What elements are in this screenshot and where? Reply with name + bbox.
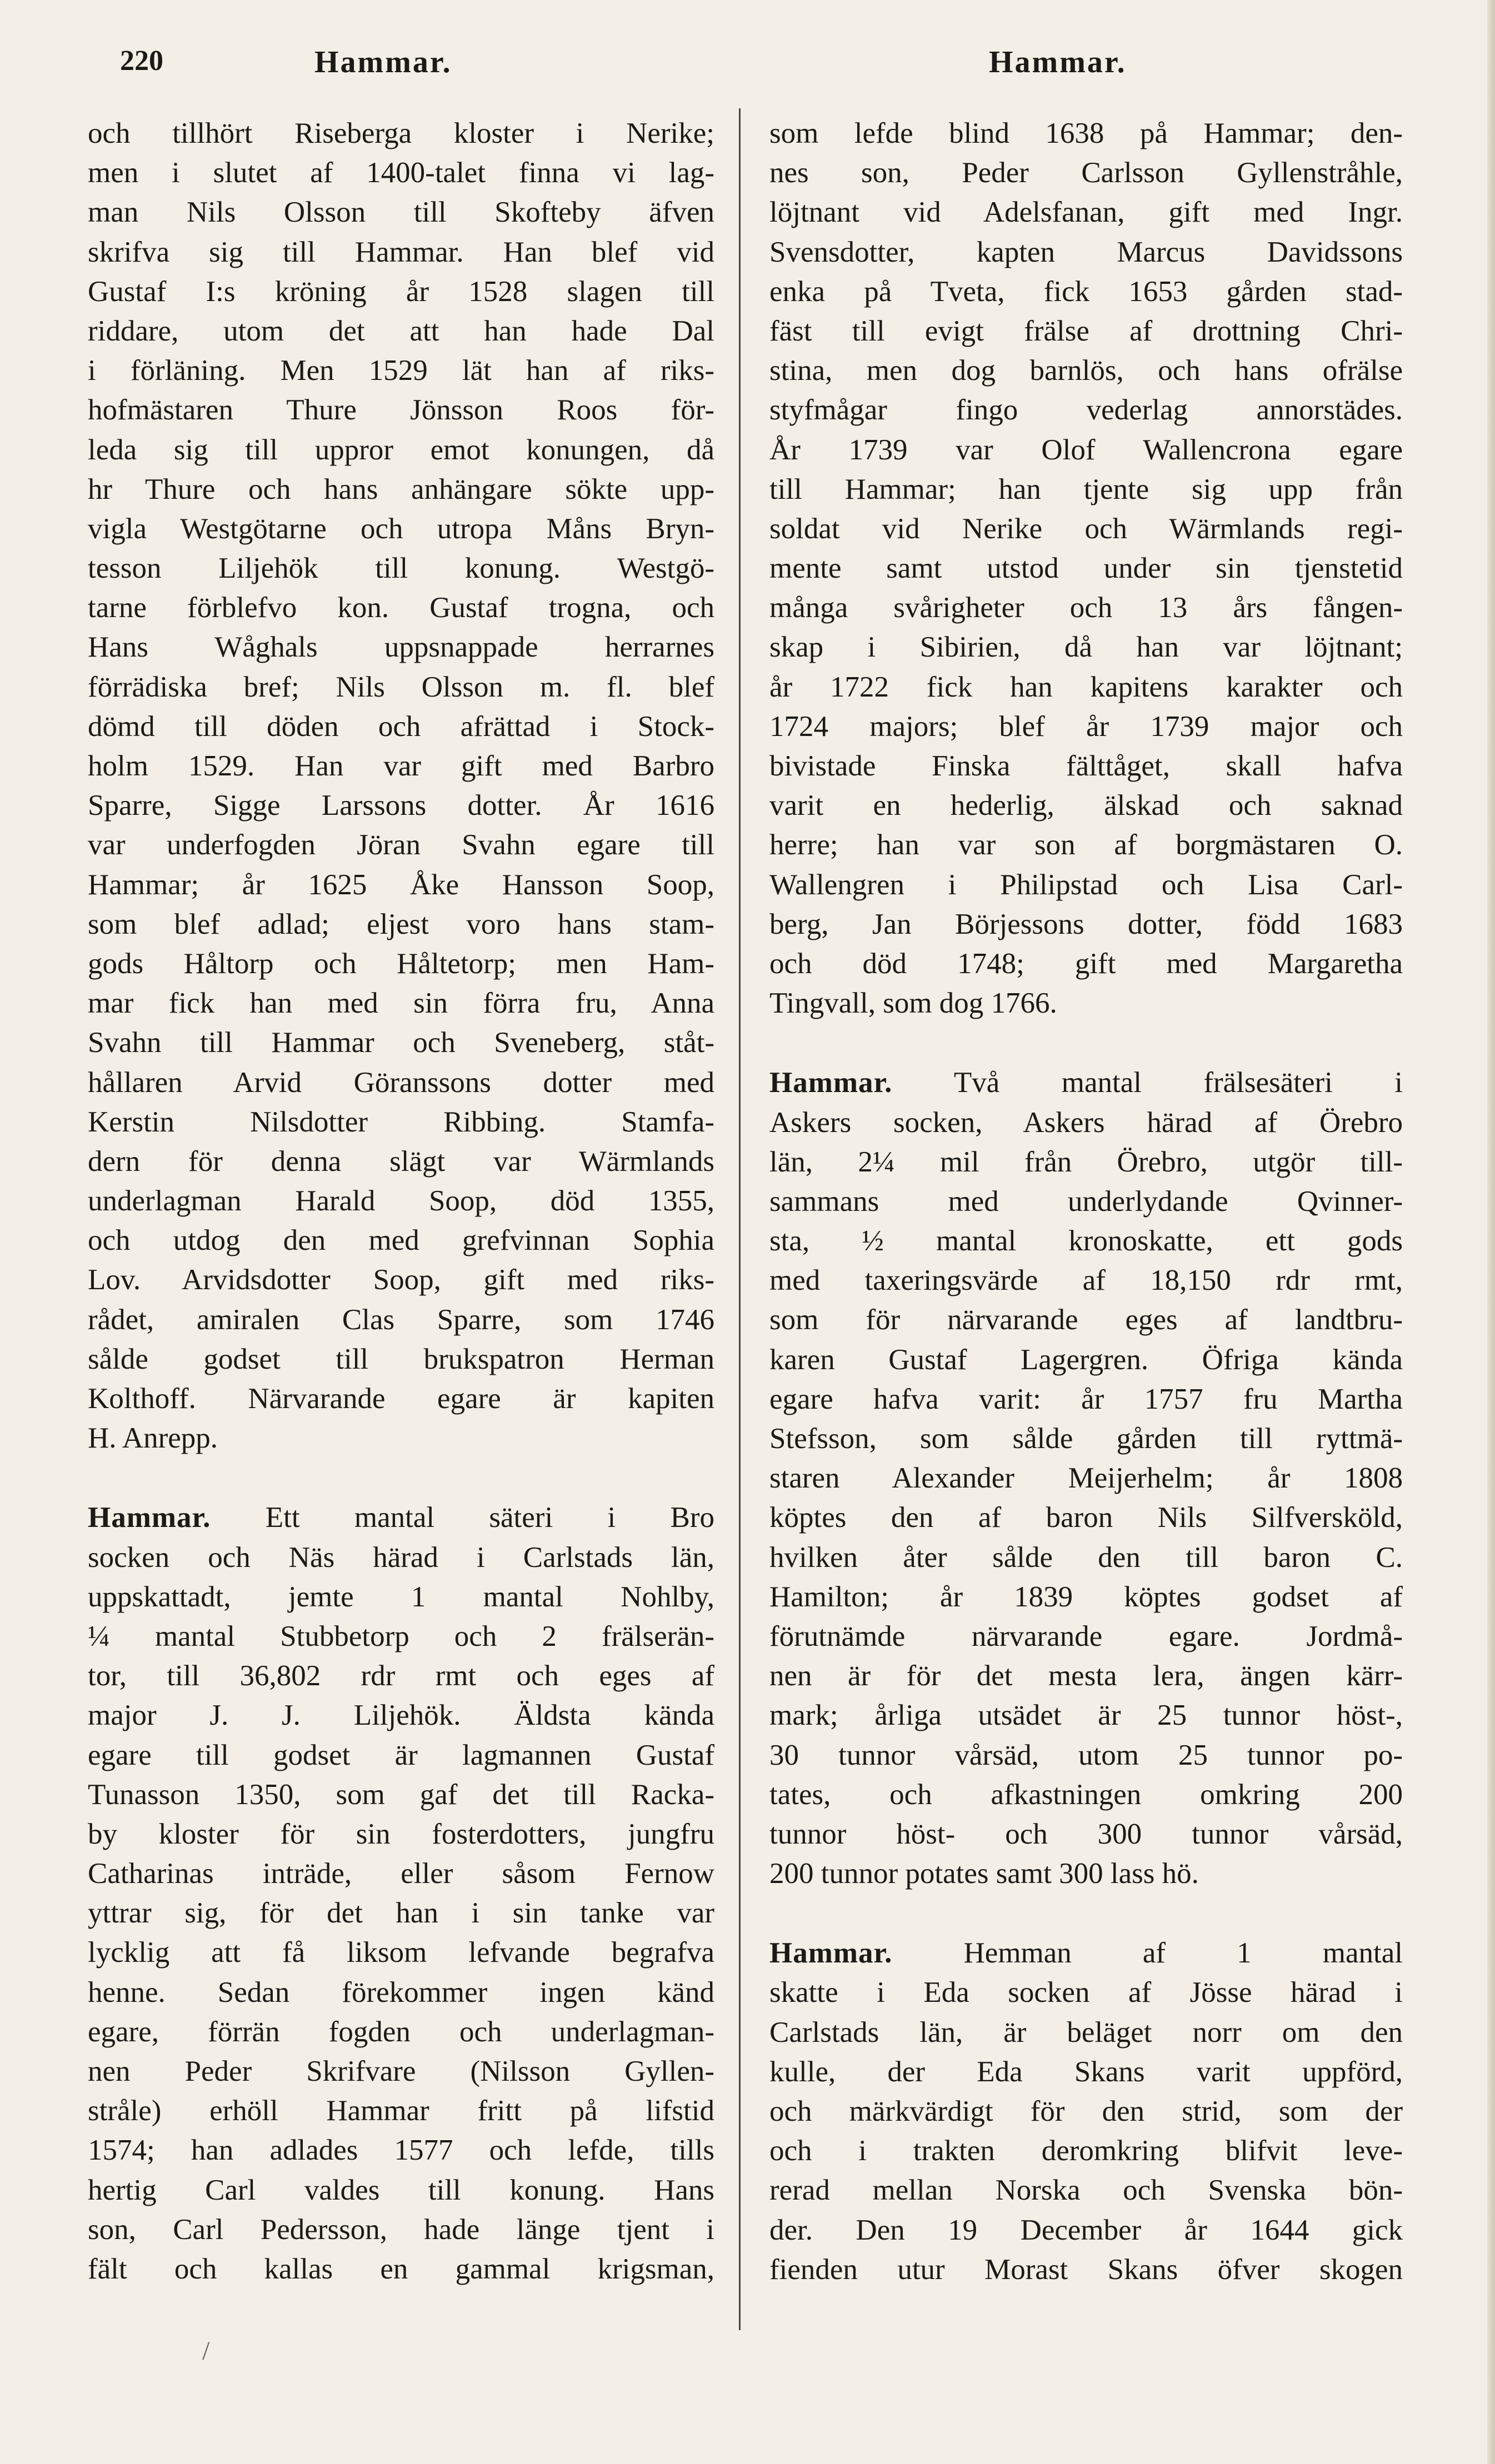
paragraph-gap <box>769 1023 1403 1063</box>
text-line <box>769 1617 1403 1656</box>
column-divider <box>739 108 741 2330</box>
line-text: by kloster för sin fosterdotters, jungfru <box>88 1817 714 1850</box>
text-line <box>88 1736 714 1775</box>
text-line <box>88 1023 714 1063</box>
line-text: tarne förblefvo kon. Gustaf trogna, och <box>88 592 714 624</box>
line-text: hertig Carl valdes till konung. Hans <box>88 2173 714 2206</box>
text-line <box>88 1933 714 1972</box>
text-line <box>88 351 714 390</box>
line-text: herre; han var son af borgmästaren O. <box>769 829 1403 862</box>
line-text: Tingvall, som dog 1766. <box>769 987 1057 1020</box>
text-line <box>769 825 1403 865</box>
line-text: år 1722 fick han kapitens karakter och <box>769 670 1403 703</box>
line-text: stina, men dog barnlös, och hans ofrälse <box>769 354 1403 387</box>
line-text: vigla Westgötarne och utropa Måns Bryn- <box>88 512 714 545</box>
paragraph-gap <box>88 1458 714 1498</box>
text-line <box>769 470 1403 509</box>
line-text: sålde godset till brukspatron Herman <box>88 1343 714 1375</box>
text-line <box>769 351 1403 390</box>
text-line <box>88 1103 714 1142</box>
text-line <box>769 430 1403 470</box>
line-text: Stefsson, som sålde gården till ryttmä- <box>769 1423 1403 1455</box>
text-line <box>769 1380 1403 1419</box>
text-line <box>769 1934 1403 1973</box>
line-text: Lov. Arvidsdotter Soop, gift med riks- <box>88 1264 714 1296</box>
text-line <box>88 1854 714 1894</box>
text-line <box>769 1261 1403 1300</box>
line-text: mente samt utstod under sin tjenstetid <box>769 552 1403 585</box>
line-text: Hemman af 1 mantal <box>892 1937 1403 1970</box>
text-line <box>769 272 1403 312</box>
text-line <box>88 2091 714 2131</box>
text-line <box>88 1538 714 1577</box>
page-header <box>0 39 1495 100</box>
text-line <box>769 628 1403 667</box>
text-line <box>769 1775 1403 1815</box>
text-line <box>88 865 714 905</box>
line-text: egare till godset är lagmannen Gustaf <box>88 1739 714 1771</box>
line-text: staren Alexander Meijerhelm; år 1808 <box>769 1462 1403 1495</box>
text-line <box>769 2250 1403 2290</box>
text-line <box>88 1419 714 1458</box>
line-text: leda sig till uppror emot konungen, då <box>88 433 714 466</box>
line-text: Svensdotter, kapten Marcus Davidssons <box>769 236 1403 268</box>
text-line <box>88 707 714 747</box>
line-text: Kerstin Nilsdotter Ribbing. Stamfa- <box>88 1105 714 1138</box>
line-text: rådet, amiralen Clas Sparre, som 1746 <box>88 1303 714 1336</box>
text-line <box>88 1340 714 1379</box>
text-line <box>88 470 714 509</box>
line-text: mar fick han med sin förra fru, Anna <box>88 987 714 1020</box>
line-text: dömd till döden och afrättad i Stock- <box>88 710 714 743</box>
text-line <box>88 1379 714 1419</box>
entry-headword: Hammar. <box>88 1501 211 1534</box>
line-text: hofmästaren Thure Jönsson Roos för- <box>88 394 714 427</box>
line-text: skap i Sibirien, då han var löjtnant; <box>769 631 1403 664</box>
text-line <box>769 1973 1403 2012</box>
line-text: 30 tunnor vårsäd, utom 25 tunnor po- <box>769 1739 1403 1771</box>
text-line <box>769 984 1403 1023</box>
text-line <box>88 628 714 667</box>
text-line <box>88 825 714 865</box>
line-text: skatte i Eda socken af Jösse härad i <box>769 1976 1403 2009</box>
text-line <box>769 865 1403 905</box>
line-text: 200 tunnor potates samt 300 lass hö. <box>769 1857 1199 1890</box>
text-line <box>769 1063 1403 1103</box>
line-text: fält och kallas en gammal krigsman, <box>88 2252 714 2285</box>
text-line <box>88 984 714 1023</box>
line-text: dern för denna slägt var Wärmlands <box>88 1145 714 1178</box>
text-line <box>769 1854 1403 1894</box>
text-line <box>88 153 714 193</box>
line-text: löjtnant vid Adelsfanan, gift med Ingr. <box>769 196 1403 229</box>
line-text: Svahn till Hammar och Sveneberg, ståt- <box>88 1026 714 1059</box>
text-line <box>88 786 714 825</box>
line-text: rerad mellan Norska och Svenska bön- <box>769 2174 1403 2207</box>
text-line <box>769 1340 1403 1380</box>
text-line <box>769 1300 1403 1340</box>
line-text: underlagman Harald Soop, död 1355, <box>88 1185 714 1218</box>
line-text: lycklig att få liksom lefvande begrafva <box>88 1936 714 1969</box>
line-text: bivistade Finska fälttåget, skall hafva <box>769 750 1403 782</box>
text-line <box>88 1815 714 1854</box>
text-line <box>769 1538 1403 1577</box>
text-line <box>88 1775 714 1815</box>
page-spine-shadow <box>1487 0 1495 2464</box>
line-text: förrädiska bref; Nils Olsson m. fl. blef <box>88 670 714 703</box>
paragraph-gap <box>769 1894 1403 1934</box>
text-line <box>88 114 714 153</box>
line-text: kulle, der Eda Skans varit uppförd, <box>769 2055 1403 2088</box>
line-text: och märkvärdigt för den strid, som der <box>769 2095 1403 2127</box>
line-text: och utdog den med grefvinnan Sophia <box>88 1224 714 1257</box>
line-text: yttrar sig, för det han i sin tanke var <box>88 1897 714 1930</box>
line-text: sta, ½ mantal kronoskatte, ett gods <box>769 1225 1403 1258</box>
text-line <box>769 114 1403 153</box>
line-text: län, 2¼ mil från Örebro, utgör till- <box>769 1145 1403 1178</box>
line-text: Tunasson 1350, som gaf det till Racka- <box>88 1778 714 1811</box>
text-line <box>769 588 1403 628</box>
text-line <box>769 1577 1403 1617</box>
line-text: År 1739 var Olof Wallencrona egare <box>769 433 1403 466</box>
line-text: Kolthoff. Närvarande egare är kapiten <box>88 1383 714 1415</box>
text-line <box>88 2250 714 2289</box>
text-line <box>88 193 714 232</box>
text-line <box>769 2131 1403 2171</box>
text-line <box>769 1143 1403 1182</box>
line-text: och död 1748; gift med Margaretha <box>769 947 1403 980</box>
text-line <box>88 1973 714 2012</box>
text-line <box>769 509 1403 549</box>
text-line <box>88 2210 714 2250</box>
line-text: hvilken åter sålde den till baron C. <box>769 1541 1403 1574</box>
text-line <box>88 1498 714 1538</box>
text-line <box>769 1459 1403 1498</box>
page-number: 220 <box>120 45 163 77</box>
line-text: Två mantal frälsesäteri i <box>892 1066 1403 1099</box>
text-line <box>769 193 1403 232</box>
text-line <box>88 668 714 707</box>
text-line <box>88 312 714 351</box>
text-line <box>88 2131 714 2170</box>
line-text: och i trakten deromkring blifvit leve- <box>769 2135 1403 2167</box>
line-text: i förläning. Men 1529 lät han af riks- <box>88 354 714 387</box>
text-line <box>88 1260 714 1300</box>
line-text: hr Thure och hans anhängare sökte upp- <box>88 473 714 505</box>
text-line <box>88 1577 714 1617</box>
text-line <box>88 430 714 470</box>
line-text: Catharinas inträde, eller såsom Fernow <box>88 1857 714 1890</box>
text-line <box>88 2052 714 2091</box>
line-text: sammans med underlydande Qvinner- <box>769 1185 1403 1218</box>
line-text: men i slutet af 1400-talet finna vi lag- <box>88 157 714 189</box>
text-line <box>769 1815 1403 1854</box>
text-line <box>769 390 1403 430</box>
text-line <box>769 2171 1403 2210</box>
text-line <box>88 1142 714 1181</box>
text-line <box>88 1181 714 1221</box>
line-text: förutnämde närvarande egare. Jordmå- <box>769 1620 1403 1652</box>
line-text: som för närvarande eges af landtbru- <box>769 1304 1403 1336</box>
line-text: Askers socken, Askers härad af Örebro <box>769 1106 1403 1139</box>
entry-headword: Hammar. <box>769 1937 893 1970</box>
text-line <box>769 1103 1403 1143</box>
line-text: man Nils Olsson till Skofteby äfven <box>88 196 714 229</box>
text-line <box>88 1894 714 1933</box>
line-text: tesson Liljehök till konung. Westgö- <box>88 552 714 585</box>
text-line <box>769 786 1403 825</box>
line-text: gods Håltorp och Håltetorp; men Ham- <box>88 947 714 980</box>
line-text: major J. J. Liljehök. Äldsta kända <box>88 1699 714 1732</box>
text-line <box>88 549 714 588</box>
line-text: Gustaf I:s kröning år 1528 slagen till <box>88 275 714 308</box>
line-text: stråle) erhöll Hammar fritt på lifstid <box>88 2095 714 2127</box>
text-line <box>769 233 1403 272</box>
line-text: Hammar; år 1625 Åke Hansson Soop, <box>88 868 714 901</box>
text-line <box>88 1696 714 1735</box>
line-text: Ett mantal säteri i Bro <box>211 1501 714 1534</box>
line-text: holm 1529. Han var gift med Barbro <box>88 750 714 782</box>
right-column <box>769 114 1403 2290</box>
line-text: der. Den 19 December år 1644 gick <box>769 2213 1403 2246</box>
line-text: 1574; han adlades 1577 och lefde, tills <box>88 2134 714 2167</box>
text-line <box>88 588 714 628</box>
text-line <box>88 905 714 944</box>
text-line <box>769 905 1403 944</box>
line-text: uppskattadt, jemte 1 mantal Nohlby, <box>88 1580 714 1613</box>
text-line <box>88 1656 714 1696</box>
line-text: egare, förrän fogden och underlagman- <box>88 2015 714 2048</box>
text-line <box>88 1221 714 1260</box>
text-line <box>88 1063 714 1103</box>
line-text: fienden utur Morast Skans öfver skogen <box>769 2253 1403 2286</box>
line-text: 1724 majors; blef år 1739 major och <box>769 710 1403 743</box>
line-text: Hamilton; år 1839 köptes godset af <box>769 1580 1403 1613</box>
text-line <box>88 747 714 786</box>
line-text: tunnor höst- och 300 tunnor vårsäd, <box>769 1817 1403 1850</box>
text-line <box>769 2013 1403 2052</box>
text-line <box>769 312 1403 351</box>
text-line <box>769 1696 1403 1735</box>
line-text: berg, Jan Börjessons dotter, född 1683 <box>769 908 1403 940</box>
line-text: Carlstads län, är beläget norr om den <box>769 2016 1403 2049</box>
line-text: styfmågar fingo vederlag annorstädes. <box>769 394 1403 427</box>
text-line <box>88 1617 714 1656</box>
line-text: socken och Näs härad i Carlstads län, <box>88 1541 714 1574</box>
line-text: som lefde blind 1638 på Hammar; den- <box>769 117 1403 149</box>
text-line <box>769 2211 1403 2250</box>
text-line <box>88 390 714 430</box>
text-line <box>769 1419 1403 1459</box>
line-text: soldat vid Nerike och Wärmlands regi- <box>769 512 1403 545</box>
text-line <box>769 549 1403 588</box>
line-text: egare hafva varit: år 1757 fru Martha <box>769 1383 1403 1415</box>
line-text: ¼ mantal Stubbetorp och 2 frälserän- <box>88 1620 714 1652</box>
stray-pen-mark: / <box>202 2336 210 2366</box>
text-line <box>769 2052 1403 2092</box>
line-text: nen Peder Skrifvare (Nilsson Gyllen- <box>88 2055 714 2087</box>
line-text: tor, till 36,802 rdr rmt och eges af <box>88 1660 714 1692</box>
text-line <box>769 2092 1403 2131</box>
line-text: hållaren Arvid Göranssons dotter med <box>88 1066 714 1099</box>
line-text: Hans Wåghals uppsnappade herrarnes <box>88 631 714 664</box>
text-line <box>769 1221 1403 1261</box>
line-text: enka på Tveta, fick 1653 gården stad- <box>769 275 1403 308</box>
left-column <box>88 114 714 2289</box>
text-line <box>769 747 1403 786</box>
line-text: som blef adlad; eljest voro hans stam- <box>88 908 714 940</box>
line-text: med taxeringsvärde af 18,150 rdr rmt, <box>769 1264 1403 1297</box>
running-head-left: Hammar. <box>314 45 452 79</box>
line-text: Wallengren i Philipstad och Lisa Carl- <box>769 868 1403 901</box>
text-line <box>769 707 1403 747</box>
running-head-right: Hammar. <box>989 45 1127 79</box>
line-text: och tillhört Riseberga kloster i Nerike; <box>88 117 714 149</box>
line-text: fäst till evigt frälse af drottning Chri- <box>769 314 1403 347</box>
line-text: mark; årliga utsädet är 25 tunnor höst-, <box>769 1699 1403 1732</box>
text-line <box>769 1498 1403 1538</box>
text-line <box>769 668 1403 707</box>
line-text: Sparre, Sigge Larssons dotter. År 1616 <box>88 789 714 822</box>
text-line <box>88 272 714 312</box>
text-line <box>88 1300 714 1340</box>
text-line <box>88 944 714 984</box>
text-line <box>769 1656 1403 1696</box>
line-text: varit en hederlig, älskad och saknad <box>769 789 1403 822</box>
line-text: var underfogden Jöran Svahn egare till <box>88 829 714 862</box>
line-text: till Hammar; han tjente sig upp från <box>769 473 1403 505</box>
entry-headword: Hammar. <box>769 1066 893 1099</box>
line-text: H. Anrepp. <box>88 1422 218 1455</box>
text-line <box>769 944 1403 984</box>
line-text: köptes den af baron Nils Silfversköld, <box>769 1501 1403 1534</box>
line-text: tates, och afkastningen omkring 200 <box>769 1778 1403 1811</box>
text-line <box>88 2012 714 2052</box>
line-text: son, Carl Pedersson, hade länge tjent i <box>88 2213 714 2246</box>
text-line <box>88 2171 714 2210</box>
line-text: skrifva sig till Hammar. Han blef vid <box>88 236 714 268</box>
line-text: nes son, Peder Carlsson Gyllenstråhle, <box>769 157 1403 189</box>
line-text: nen är för det mesta lera, ängen kärr- <box>769 1660 1403 1692</box>
text-line <box>88 509 714 549</box>
text-line <box>769 1182 1403 1221</box>
line-text: riddare, utom det att han hade Dal <box>88 314 714 347</box>
line-text: karen Gustaf Lagergren. Öfriga kända <box>769 1343 1403 1376</box>
line-text: många svårigheter och 13 års fången- <box>769 592 1403 624</box>
text-line <box>88 233 714 272</box>
text-line <box>769 153 1403 193</box>
line-text: henne. Sedan förekommer ingen känd <box>88 1976 714 2009</box>
text-line <box>769 1736 1403 1775</box>
